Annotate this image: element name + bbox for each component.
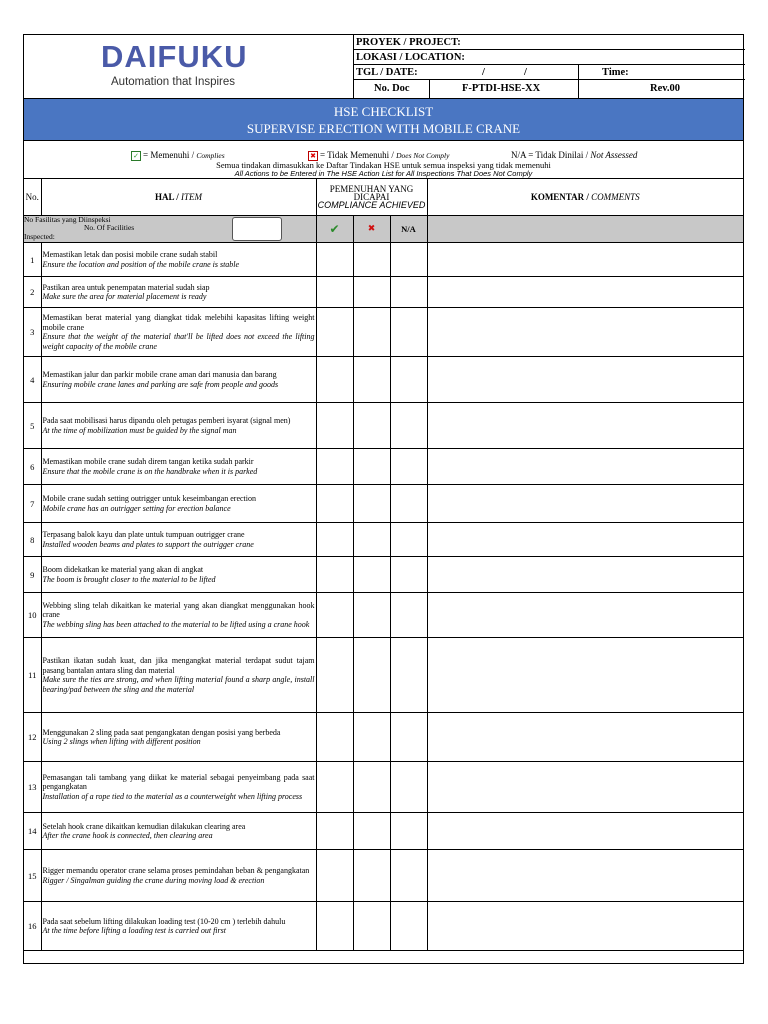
table-row [24,850,743,902]
complies-cell[interactable] [316,557,353,593]
item-text [41,713,316,762]
date-row [354,65,745,80]
not-comply-cell[interactable] [353,638,390,713]
cross-icon: ✖ [308,151,318,161]
table-row [24,243,743,277]
item-text-en: Rigger / Singalman guiding the crane during moving load & erection [42,875,265,885]
complies-cell[interactable] [316,403,353,449]
not-comply-cell[interactable] [353,485,390,523]
item-text [41,593,316,638]
complies-cell[interactable] [316,357,353,403]
item-number: 7 [24,485,41,523]
comment-cell[interactable] [427,713,743,762]
legend-note-id: Semua tindakan dimasukkan ke Daftar Tindakan HSE untuk semua inspeksi yang tidak memenuhi [216,160,551,170]
comment-cell[interactable] [427,902,743,951]
not-comply-cell[interactable] [353,813,390,850]
item-number: 16 [24,902,41,951]
complies-cell[interactable] [316,593,353,638]
comment-cell[interactable] [427,277,743,308]
item-text-en: The webbing sling has been attached to the material to be lifted using a crane hook [42,619,310,629]
item-number: 13 [24,762,41,813]
title-band [24,98,743,141]
checklist-subtitle: SUPERVISE ERECTION WITH MOBILE CRANE [246,121,521,136]
legend [24,141,743,179]
comment-cell[interactable] [427,403,743,449]
complies-cell[interactable] [316,762,353,813]
legend-not-comply-en: Does Not Comply [396,151,450,160]
table-row [24,902,743,951]
table-row [24,713,743,762]
item-text-id: Pada saat sebelum lifting dilakukan loading test (10-20 cm ) terlebih dahulu [42,916,286,926]
item-text [41,850,316,902]
na-cell[interactable] [390,308,427,357]
complies-cell[interactable] [316,638,353,713]
facilities-row [24,216,743,243]
col-no: No. [24,179,41,216]
revision: Rev.00 [650,83,681,94]
complies-cell[interactable] [316,277,353,308]
not-comply-cell[interactable] [353,403,390,449]
na-cell[interactable] [390,449,427,485]
item-text-id: Setelah hook crane dikaitkan kemudian dilakukan clearing area [42,821,246,831]
item-text-id: Pemasangan tali tambang yang diikat ke material sebagai penyeimbang pada saat pengangkatan [42,772,315,792]
item-number: 6 [24,449,41,485]
check-icon: ✔ [316,216,353,243]
item-text [41,449,316,485]
date-separator: / [524,67,527,78]
legend-na [511,150,637,160]
item-text-en: Mobile crane has an outrigger setting for erection balance [42,503,231,513]
item-text [41,557,316,593]
comment-cell[interactable] [427,593,743,638]
table-row [24,403,743,449]
item-number: 10 [24,593,41,638]
item-text [41,762,316,813]
not-comply-cell[interactable] [353,850,390,902]
item-number: 4 [24,357,41,403]
comment-cell[interactable] [427,762,743,813]
na-cell[interactable] [390,850,427,902]
item-text-id: Webbing sling telah dikaitkan ke material yang akan diangkat menggunakan hook crane [42,600,315,620]
item-text-en: Ensuring mobile crane lanes and parking are safe from people and goods [42,379,279,389]
item-number: 12 [24,713,41,762]
not-comply-cell[interactable] [353,762,390,813]
not-comply-cell[interactable] [353,902,390,951]
complies-cell[interactable] [316,850,353,902]
facilities-label-inspected: Inspected: [24,232,55,241]
na-cell[interactable] [390,902,427,951]
doc-number: F-PTDI-HSE-XX [462,83,541,94]
item-text [41,813,316,850]
project-label: PROYEK / PROJECT: [356,37,461,48]
item-text [41,902,316,951]
logo-area [24,35,353,98]
na-cell[interactable] [390,277,427,308]
project-row [354,35,745,50]
comment-cell[interactable] [427,638,743,713]
item-text-en: Ensure the location and position of the mobile crane is stable [42,259,240,269]
not-comply-cell[interactable] [353,277,390,308]
item-number: 9 [24,557,41,593]
item-text-en: Make sure the ties are strong, and when lifting material found a sharp angle, install bearing/pad between the sling and the material [42,675,315,694]
comment-cell[interactable] [427,357,743,403]
complies-cell[interactable] [316,308,353,357]
item-text-id: Memastikan letak dan posisi mobile crane sudah stabil [42,250,218,259]
complies-cell[interactable] [316,523,353,557]
col-comments [427,179,743,216]
item-text-en: After the crane hook is connected, then clearing area [42,831,213,840]
item-text-en: Ensure that the mobile crane is on the handbrake when it is parked [42,466,258,476]
na-label: N/A [390,216,427,243]
comment-cell[interactable] [427,449,743,485]
daifuku-logo: DAIFUKU [101,39,248,74]
col-compliance-id-2: DICAPAI [353,192,390,202]
logo-tagline: Automation that Inspires [111,76,236,88]
complies-cell[interactable] [316,813,353,850]
item-number: 2 [24,277,41,308]
facilities-label-en: No. Of Facilities [84,223,135,232]
table-row [24,523,743,557]
na-cell[interactable] [390,638,427,713]
not-comply-cell[interactable] [353,713,390,762]
checklist-table [24,179,743,951]
location-label: LOKASI / LOCATION: [356,52,465,63]
item-text-id: Pastikan ikatan sudah kuat, dan jika mengangkat material terdapat sudut tajam pasang bantalan antara sling dan material [42,656,315,675]
col-compliance-id-1: PEMENUHAN YANG [329,184,414,194]
not-comply-cell[interactable] [353,357,390,403]
col-item [41,179,316,216]
no-doc-label: No. Doc [374,83,410,94]
table-row [24,357,743,403]
complies-cell[interactable] [316,449,353,485]
comment-cell[interactable] [427,523,743,557]
date-separator: / [482,67,485,78]
table-row [24,449,743,485]
check-icon: ✓ [131,151,141,161]
item-text-id: Rigger memandu operator crane selama proses pemindahan beban & pengangkatan [42,866,310,875]
col-compliance [316,179,427,216]
item-text-en: Installed wooden beams and plates to support the outrigger crane [42,539,254,549]
item-number: 14 [24,813,41,850]
not-comply-cell[interactable] [353,523,390,557]
cross-icon: ✖ [353,216,390,243]
item-text-id: Pastikan area untuk penempatan material sudah siap [42,282,210,292]
legend-na-en: Not Assessed [590,150,638,160]
item-text [41,403,316,449]
item-text-en: The boom is brought closer to the material to be lifted [42,574,216,584]
complies-cell[interactable] [316,902,353,951]
item-text [41,357,316,403]
legend-not-comply-id: = Tidak Memenuhi / [320,150,394,160]
table-row [24,813,743,850]
na-cell[interactable] [390,485,427,523]
col-comments-id: KOMENTAR / [530,192,589,202]
complies-cell[interactable] [316,713,353,762]
item-text [41,243,316,277]
item-text-id: Pada saat mobilisasi harus dipandu oleh petugas pemberi isyarat (signal men) [42,416,291,425]
table-row [24,638,743,713]
facilities-label-id: No Fasilitas yang Diinspeksi [24,215,111,224]
facilities-count-input[interactable] [232,217,282,241]
not-comply-cell[interactable] [353,449,390,485]
location-row [354,50,745,65]
col-comments-en: COMMENTS [591,192,640,202]
na-cell[interactable] [390,523,427,557]
item-text-id: Terpasang balok kayu dan plate untuk tumpuan outrigger crane [42,530,245,539]
table-header [24,179,743,216]
item-text [41,308,316,357]
na-cell[interactable] [390,357,427,403]
item-text-en: Installation of a rope tied to the material as a counterweight when lifting process [42,791,303,801]
item-text [41,485,316,523]
item-number: 3 [24,308,41,357]
na-cell[interactable] [390,593,427,638]
time-label: Time: [602,67,629,78]
comment-cell[interactable] [427,557,743,593]
comment-cell[interactable] [427,308,743,357]
not-comply-cell[interactable] [353,243,390,277]
item-text-id: Boom didekatkan ke material yang akan di angkat [42,565,204,574]
item-text-en: At the time before lifting a loading test is carried out first [42,926,226,935]
na-cell[interactable] [390,403,427,449]
date-label: TGL / DATE: [356,67,418,78]
item-text-en: Make sure the area for material placement is ready [42,292,207,301]
document-info [353,35,745,98]
na-cell[interactable] [390,762,427,813]
legend-na-id: N/A = Tidak Dinilai / [511,150,589,160]
comment-cell[interactable] [427,243,743,277]
item-number: 5 [24,403,41,449]
item-text-en: At the time of mobilization must be guided by the signal man [42,425,237,435]
facilities-comment [427,216,743,243]
table-row [24,557,743,593]
comment-cell[interactable] [427,850,743,902]
na-cell[interactable] [390,243,427,277]
facilities-cell [24,216,316,243]
na-cell[interactable] [390,713,427,762]
not-comply-cell[interactable] [353,593,390,638]
item-text-id: Memastikan berat material yang diangkat tidak melebihi kapasitas lifting weight mobile crane [42,313,315,332]
table-row [24,277,743,308]
item-text-id: Menggunakan 2 sling pada saat pengangkatan dengan posisi yang berbeda [42,727,281,737]
item-text [41,523,316,557]
not-comply-cell[interactable] [353,557,390,593]
checklist-sheet [23,34,744,964]
item-text [41,638,316,713]
col-item-id: HAL / [154,192,179,202]
item-text-id: Mobile crane sudah setting outrigger untuk keseimbangan erection [42,494,256,503]
col-compliance-en: COMPLIANCE ACHIEVED [317,200,426,210]
na-cell[interactable] [390,557,427,593]
item-number: 11 [24,638,41,713]
table-row [24,762,743,813]
doc-row [354,80,745,98]
table-row [24,593,743,638]
not-comply-cell[interactable] [353,308,390,357]
legend-complies-id: = Memenuhi / [143,150,195,160]
legend-note-en: All Actions to be Entered in The HSE Action List for All Inspections That Does Not Comply [234,169,533,178]
complies-cell[interactable] [316,485,353,523]
checklist-title: HSE CHECKLIST [333,104,434,119]
comment-cell[interactable] [427,485,743,523]
table-row [24,308,743,357]
table-row [24,485,743,523]
item-text [41,277,316,308]
item-text-id: Memastikan mobile crane sudah direm tangan ketika sudah parkir [42,457,254,466]
legend-complies-en: Complies [196,151,225,160]
item-text-en: Using 2 slings when lifting with different position [42,737,201,746]
comment-cell[interactable] [427,813,743,850]
na-cell[interactable] [390,813,427,850]
col-item-en: ITEM [181,192,202,202]
complies-cell[interactable] [316,243,353,277]
item-number: 1 [24,243,41,277]
item-number: 15 [24,850,41,902]
item-text-en: Ensure that the weight of the material that'll be lifted does not exceed the lifting weight capacity of the mobile crane [42,332,315,351]
item-number: 8 [24,523,41,557]
item-text-id: Memastikan jalur dan parkir mobile crane aman dari manusia dan barang [42,370,277,379]
